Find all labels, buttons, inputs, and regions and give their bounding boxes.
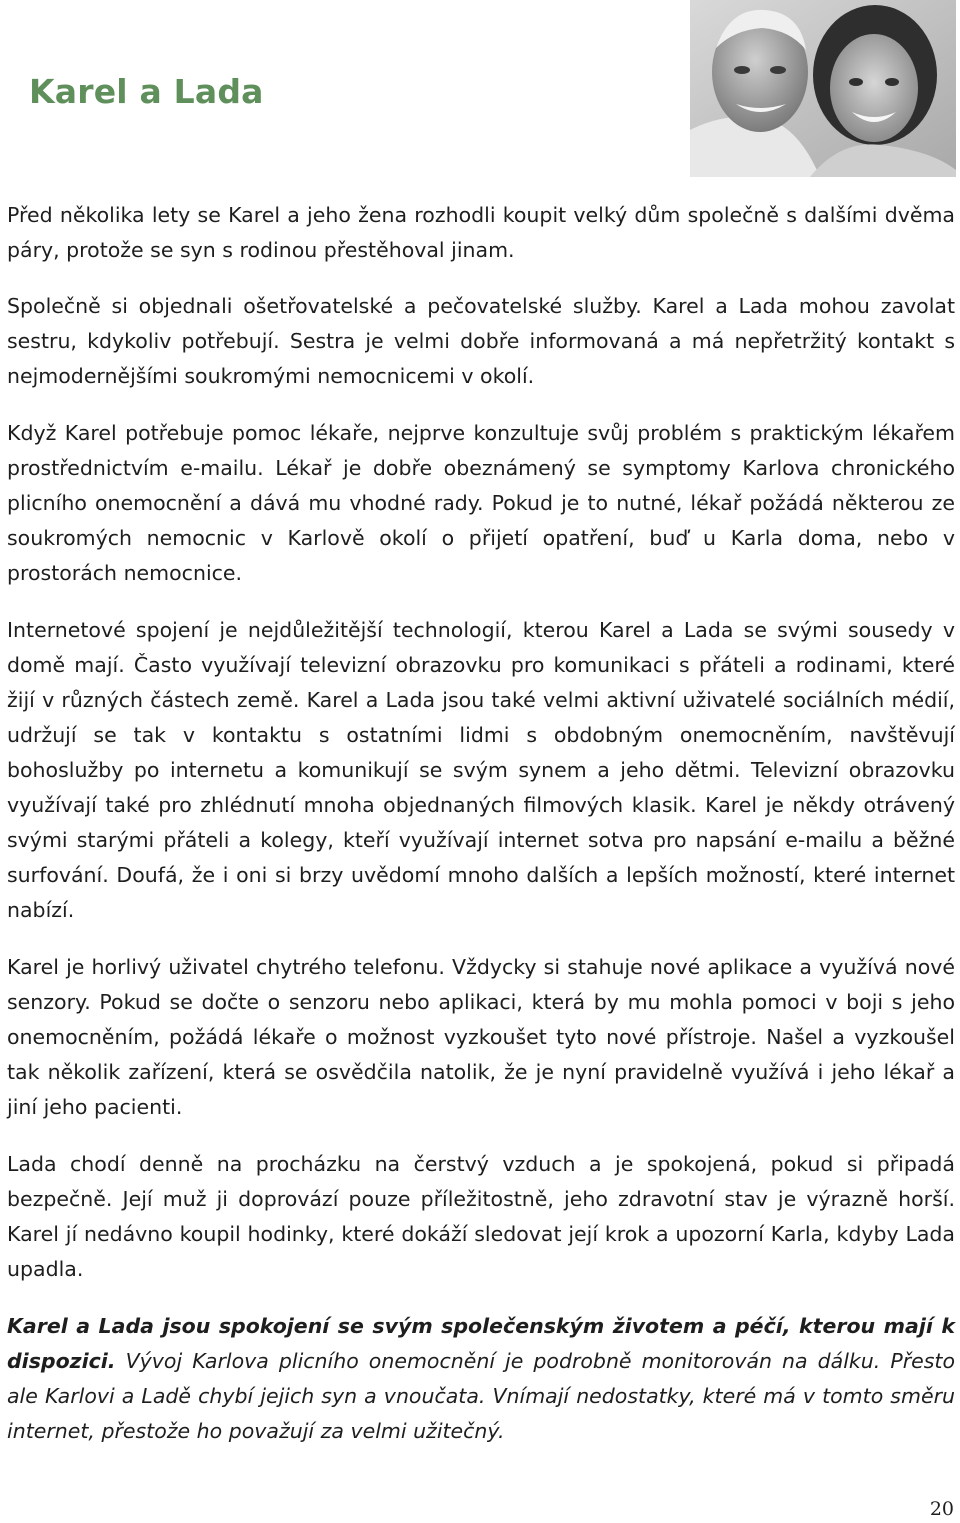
paragraph: Když Karel potřebuje pomoc lékaře, nejprve konzultuje svůj problém s praktickým lékařem prostřednictvím e-mailu. Lékař je dobře obeznámený se symptomy Karlova chronického plicního onemocnění a dává mu vhodné rady. Pokud je to nutné, lékař požádá některou ze soukromých nemocnic v Karlově okolí o přijetí opatření, buď u Karla doma, nebo v prostorách nemocnice. <box>7 421 955 585</box>
article-body <box>7 198 955 1471</box>
elderly-couple-photo <box>690 0 956 177</box>
page-title: Karel a Lada <box>29 72 264 111</box>
closing-rest: Vývoj Karlova plicního onemocnění je podrobně monitorován na dálku. Přesto ale Karlovi a Ladě chybí jejich syn a vnoučata. Vnímají nedostatky, které má v tomto směru internet, přestože ho považují za velmi užitečný. <box>7 1349 955 1443</box>
page-number: 20 <box>929 1498 954 1520</box>
paragraph: Lada chodí denně na procházku na čerstvý vzduch a je spokojená, pokud si připadá bezpečně. Její muž ji doprovází pouze příležitostně, jeho zdravotní stav je výrazně horší. Karel jí nedávno koupil hodinky, které dokáží sledovat její krok a upozorní Karla, kdyby Lada upadla. <box>7 1152 955 1281</box>
paragraph: Internetové spojení je nejdůležitější technologií, kterou Karel a Lada se svými sousedy v domě mají. Často využívají televizní obrazovku pro komunikaci s přáteli a rodinami, které žijí v různých částech země. Karel a Lada jsou také velmi aktivní uživatelé sociálních médií, udržují se tak v kontaktu s ostatními lidmi s obdobným onemocněním, navštěvují bohoslužby po internetu a komunikují se svým synem a jeho dětmi. Televizní obrazovku využívají také pro zhlédnutí mnoha objednaných filmových klasik. Karel je někdy otrávený svými starými přáteli a kolegy, kteří využívají internet sotva pro napsání e-mailu a běžné surfování. Doufá, že i oni si brzy uvědomí mnoho dalších a lepších možností, které internet nabízí. <box>7 618 955 922</box>
closing-paragraph <box>7 1309 955 1449</box>
paragraph: Společně si objednali ošetřovatelské a pečovatelské služby. Karel a Lada mohou zavolat sestru, kdykoliv potřebují. Sestra je velmi dobře informovaná a má nepřetržitý kontakt s nejmodernějšími soukromými nemocnicemi v okolí. <box>7 294 955 388</box>
paragraph: Před několika lety se Karel a jeho žena rozhodli koupit velký dům společně s dalšími dvěma páry, protože se syn s rodinou přestěhoval jinam. <box>7 203 955 262</box>
paragraph: Karel je horlivý uživatel chytrého telefonu. Vždycky si stahuje nové aplikace a využívá nové senzory. Pokud se dočte o senzoru nebo aplikaci, která by mu mohla pomoci v boji s jeho onemocněním, požádá lékaře o možnost vyzkoušet tyto nové přístroje. Našel a vyzkoušel tak několik zařízení, která se osvědčila natolik, že je nyní pravidelně využívá i jeho lékař a jiní jeho pacienti. <box>7 955 955 1119</box>
closing-lead: Karel a Lada jsou spokojení se svým společenským životem a péčí, kterou mají k dispozici. <box>7 1314 955 1373</box>
